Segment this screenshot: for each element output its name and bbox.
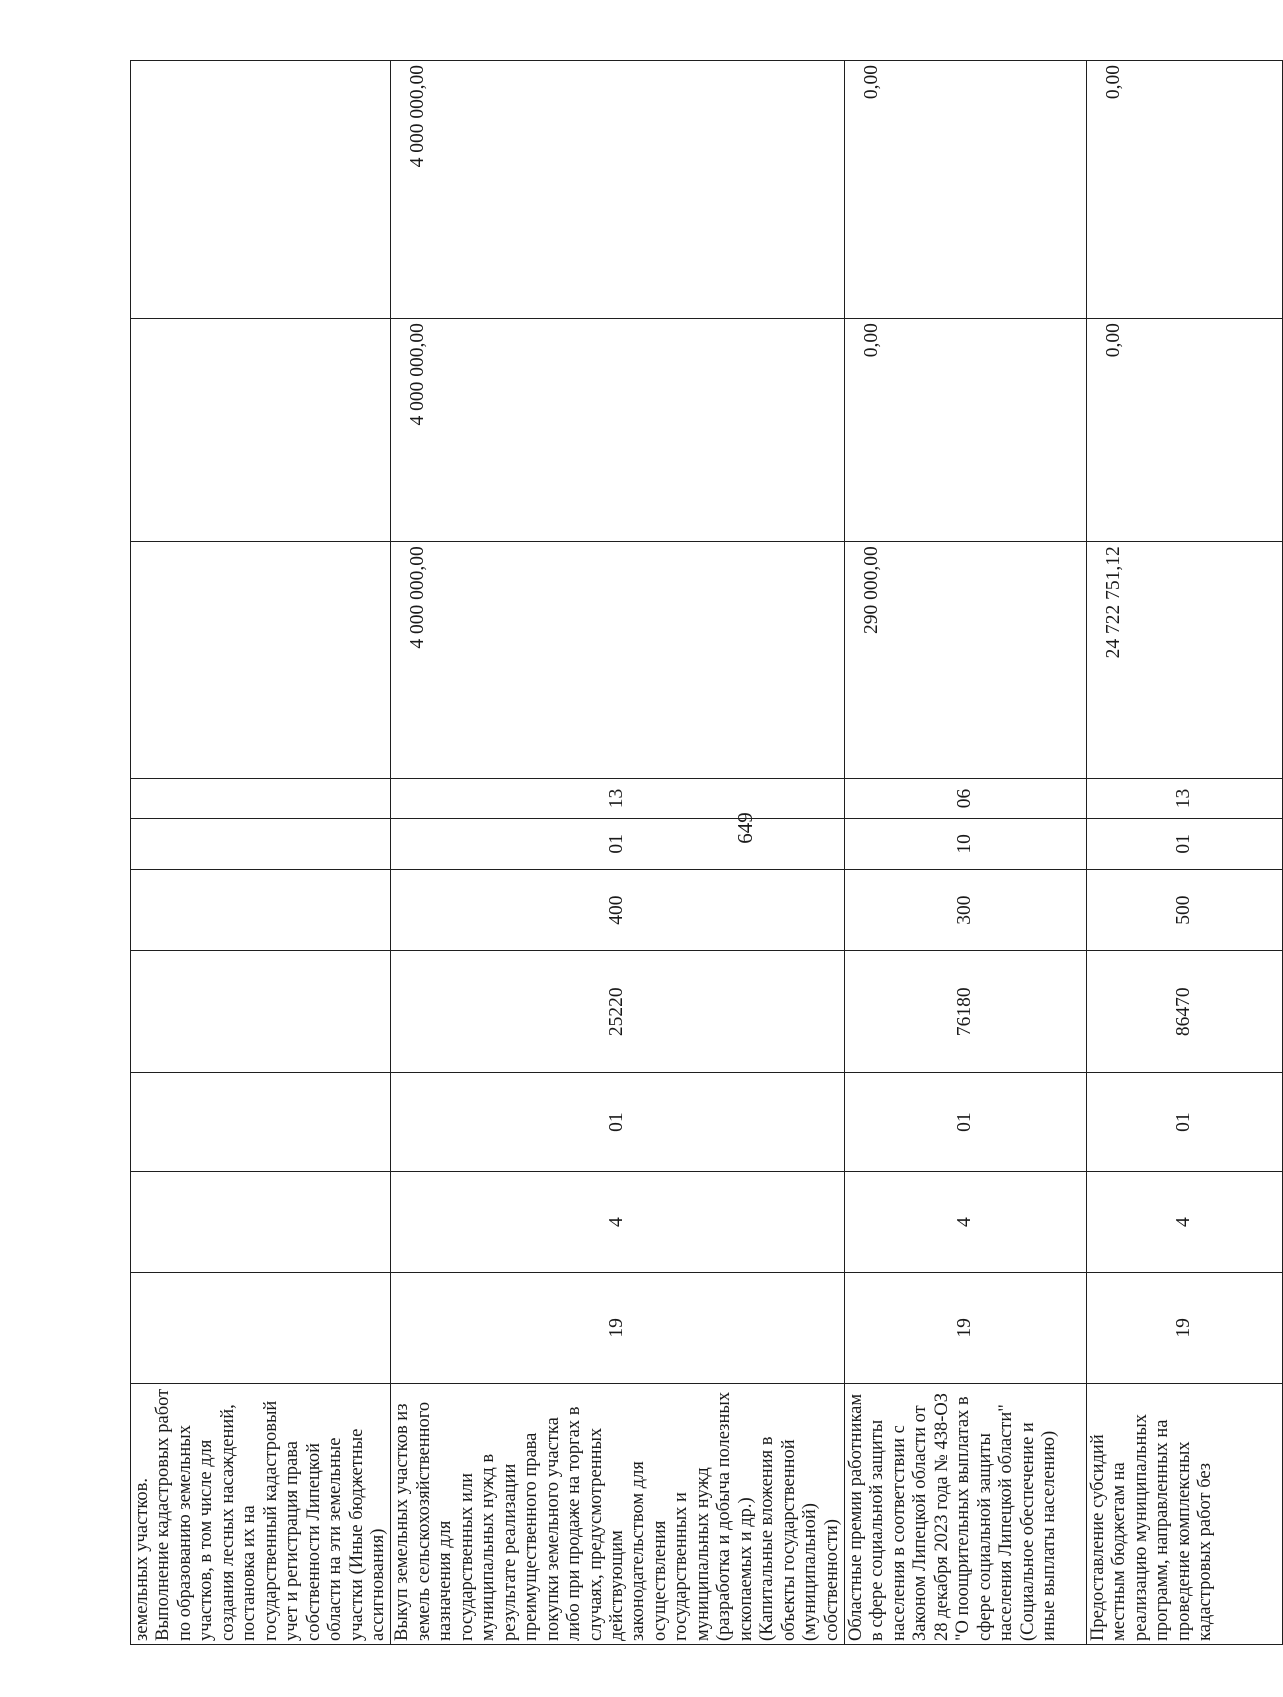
amount-cell: 0,00 — [1086, 319, 1282, 542]
budget-table-rotated — [130, 60, 1216, 1645]
code-cell — [131, 1172, 391, 1273]
code-cell: 10 — [844, 818, 1086, 869]
code-cell: 4 — [1086, 1172, 1282, 1273]
code-cell: 4 — [391, 1172, 845, 1273]
code-cell — [131, 779, 391, 819]
amount-cell: 4 000 000,00 — [391, 542, 845, 779]
amount-cell: 4 000 000,00 — [391, 61, 845, 319]
amount-cell — [131, 542, 391, 779]
row-name: земельных участков. Выполнение кадастровых работ по образованию земельных участков, в том числе для создания лесных насаждений, постановка их на государственный кадастровый учет и регистрация права собственности Липецкой области на эти земельные участки (Иные бюджетные ассигнования) — [131, 1383, 391, 1644]
code-cell: 76180 — [844, 951, 1086, 1073]
table-row — [391, 61, 845, 1645]
code-cell: 19 — [391, 1273, 845, 1383]
code-cell: 19 — [1086, 1273, 1282, 1383]
code-cell: 01 — [391, 1073, 845, 1172]
table-row — [844, 61, 1086, 1645]
amount-cell: 0,00 — [844, 61, 1086, 319]
amount-cell: 24 722 751,12 — [1086, 542, 1282, 779]
row-name: Областные премии работникам в сфере социальной защиты населения в соответствии с Законом Липецкой области от 28 декабря 2023 года № 438-ОЗ "О поощрительных выплатах в сфере социальной защиты населения Липецкой области" (Социальное обеспечение и иные выплаты населению) — [844, 1383, 1086, 1644]
amount-cell: 0,00 — [844, 319, 1086, 542]
row-name: Предоставление субсидий местным бюджетам на реализацию муниципальных программ, направленных на проведение комплексных кадастровых работ без — [1086, 1383, 1282, 1644]
code-cell: 13 — [391, 779, 845, 819]
table-row — [1086, 61, 1282, 1645]
code-cell — [131, 1273, 391, 1383]
code-cell — [131, 1073, 391, 1172]
code-cell: 01 — [1086, 1073, 1282, 1172]
amount-cell — [131, 61, 391, 319]
code-cell: 400 — [391, 869, 845, 950]
code-cell: 01 — [844, 1073, 1086, 1172]
code-cell: 06 — [844, 779, 1086, 819]
page-number: 649 — [733, 812, 757, 844]
code-cell: 86470 — [1086, 951, 1282, 1073]
code-cell: 19 — [844, 1273, 1086, 1383]
code-cell — [131, 818, 391, 869]
amount-cell: 290 000,00 — [844, 542, 1086, 779]
budget-table — [130, 60, 1283, 1645]
code-cell: 25220 — [391, 951, 845, 1073]
row-name: Выкуп земельных участков из земель сельскохозяйственного назначения для государственных или муниципальных нужд в результате реализации преимущественного права покупки земельного участка либо при продаже на торгах в случаях, предусмотренных действующим законодательством для осуществления государственных и муниципальных нужд (разработка и добыча полезных ископаемых и др.) (Капитальные вложения в объекты государственной (муниципальной) собственности) — [391, 1383, 845, 1644]
amount-cell: 0,00 — [1086, 61, 1282, 319]
table-row — [131, 61, 391, 1645]
code-cell: 500 — [1086, 869, 1282, 950]
code-cell: 01 — [1086, 818, 1282, 869]
code-cell — [131, 869, 391, 950]
code-cell: 300 — [844, 869, 1086, 950]
code-cell: 4 — [844, 1172, 1086, 1273]
code-cell: 01 — [391, 818, 845, 869]
amount-cell — [131, 319, 391, 542]
amount-cell: 4 000 000,00 — [391, 319, 845, 542]
code-cell — [131, 951, 391, 1073]
code-cell: 13 — [1086, 779, 1282, 819]
